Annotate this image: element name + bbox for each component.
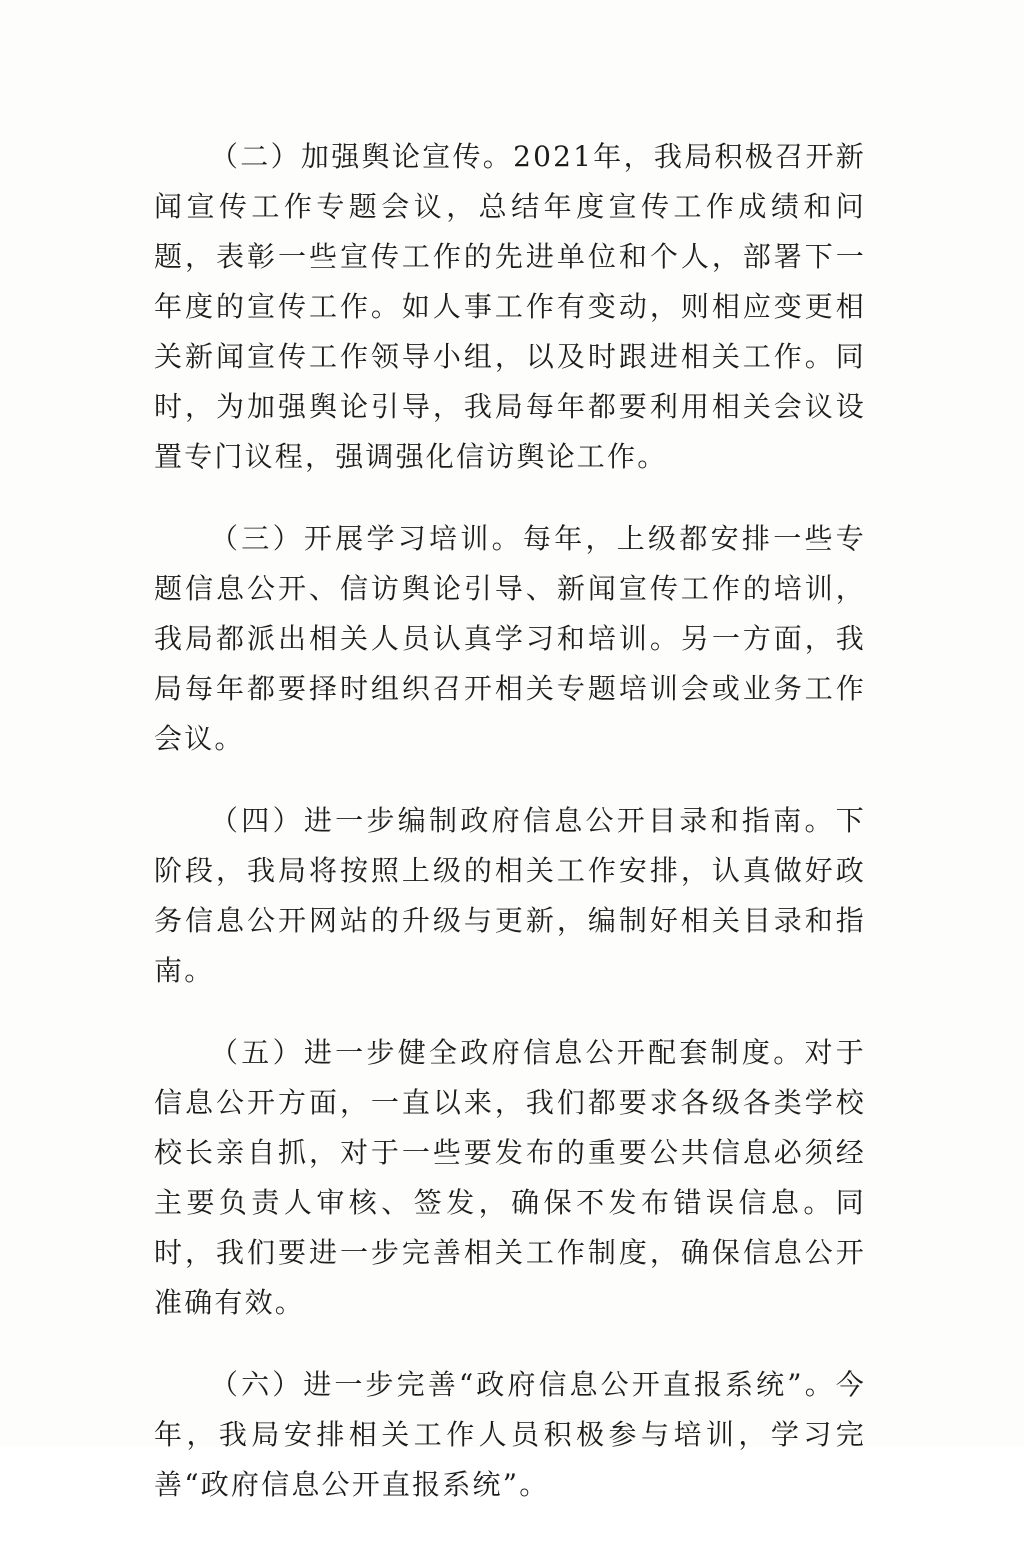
paragraph-direct-report-system: （六）进一步完善“政府信息公开直报系统”。今年，我局安排相关工作人员积极参与培训，学习完善“政府信息公开直报系统”。 (154, 1368, 867, 1501)
document-body (154, 132, 866, 1542)
paragraph-public-opinion: （二）加强舆论宣传。2021年，我局积极召开新闻宣传工作专题会议，总结年度宣传工作成绩和问题，表彰一些宣传工作的先进单位和个人，部署下一年度的宣传工作。如人事工作有变动，则相应变更相关新闻宣传工作领导小组，以及时跟进相关工作。同时，为加强舆论引导，我局每年都要利用相关会议设置专门议程，强调强化信访舆论工作。 (154, 140, 866, 473)
paragraph-supporting-system: （五）进一步健全政府信息公开配套制度。对于信息公开方面，一直以来，我们都要求各级各类学校校长亲自抓，对于一些要发布的重要公共信息必须经主要负责人审核、签发，确保不发布错误信息。同时，我们要进一步完善相关工作制度，确保信息公开准确有效。 (154, 1036, 866, 1319)
paragraph-catalog-guide: （四）进一步编制政府信息公开目录和指南。下阶段，我局将按照上级的相关工作安排，认真做好政务信息公开网站的升级与更新，编制好相关目录和指南。 (154, 804, 866, 987)
paragraph-training: （三）开展学习培训。每年，上级都安排一些专题信息公开、信访舆论引导、新闻宣传工作的培训，我局都派出相关人员认真学习和培训。另一方面，我局每年都要择时组织召开相关专题培训会或业务工作会议。 (154, 522, 866, 755)
